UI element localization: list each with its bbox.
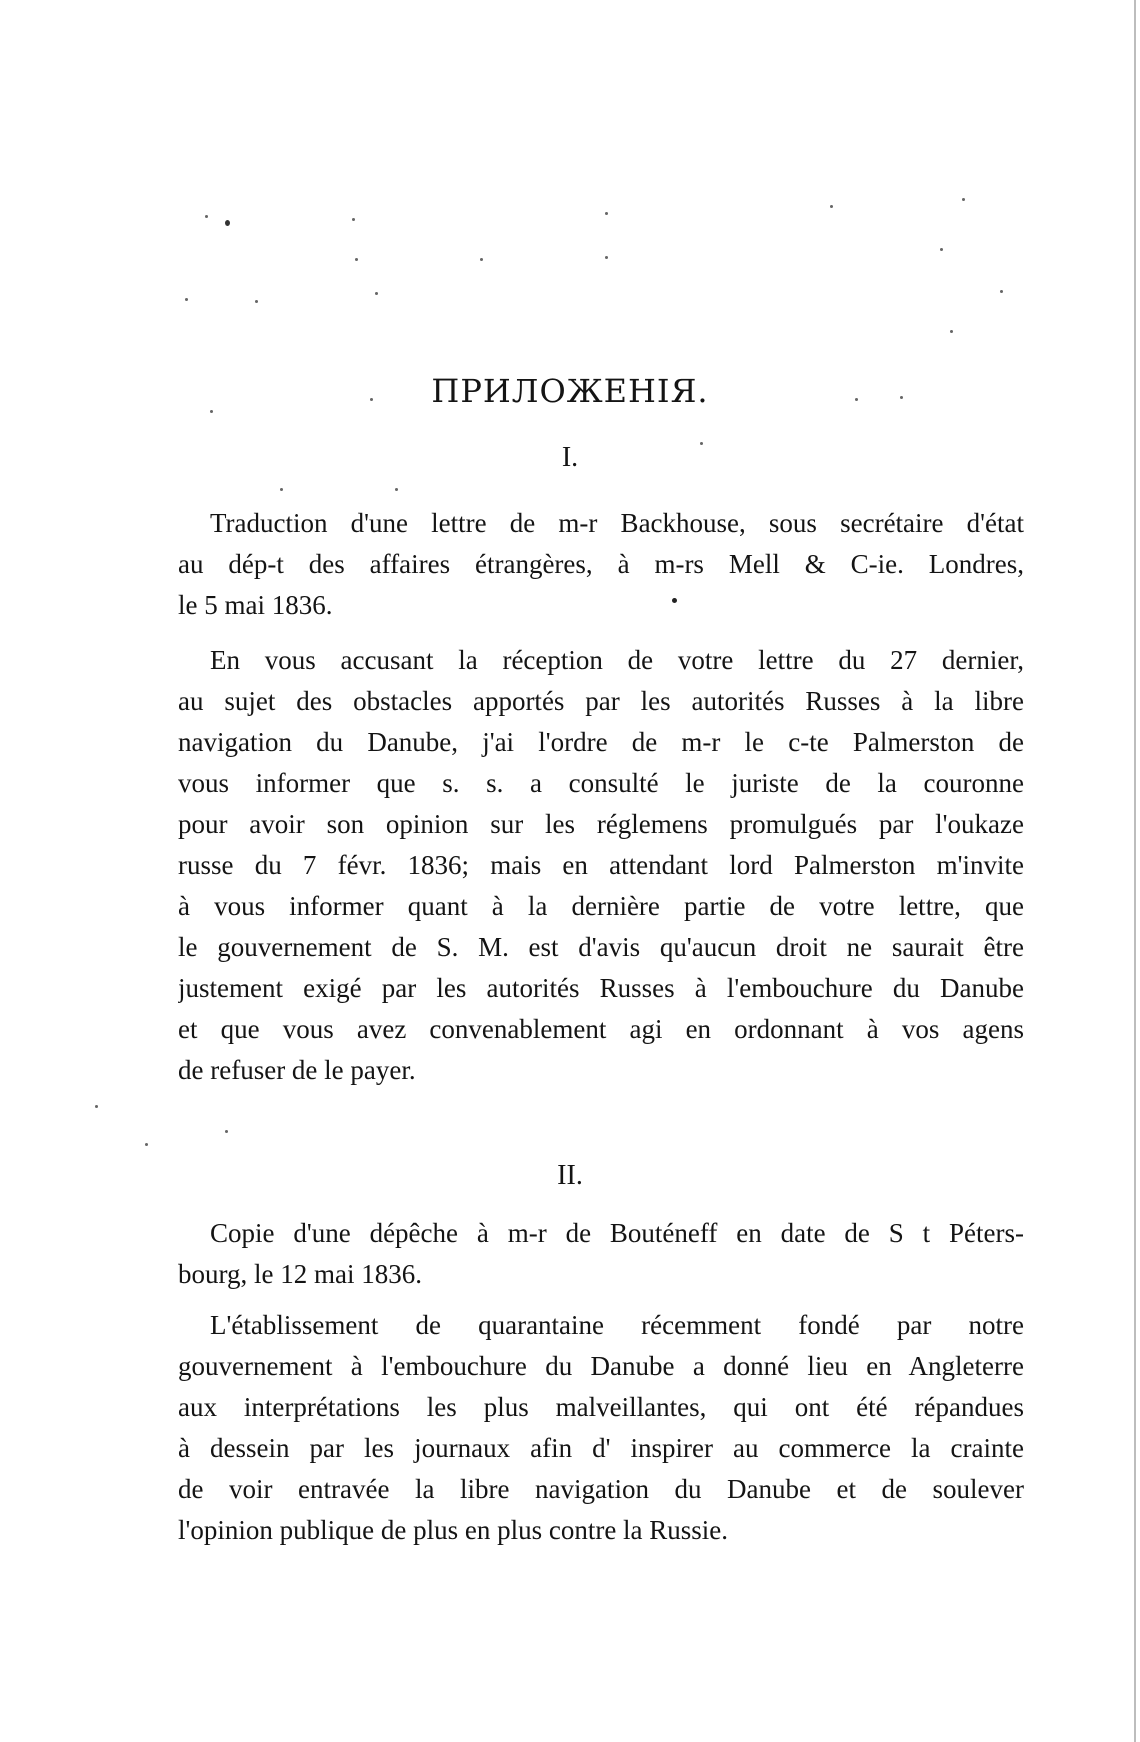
section-numeral: II. <box>557 1160 583 1191</box>
scan-speck <box>210 410 213 413</box>
scan-speck <box>830 205 833 208</box>
section-numeral: I. <box>561 442 579 473</box>
section-body <box>178 640 1024 1091</box>
body-line: de voir entravée la libre navigation du Danube et de soulever <box>178 1474 1024 1504</box>
heading-line: Traduction d'une lettre de m-r Backhouse, sous secrétaire d'état <box>210 508 1024 538</box>
scan-speck <box>940 248 943 251</box>
body-line: pour avoir son opinion sur les réglemens promulgués par l'oukaze <box>178 809 1024 839</box>
body-line: l'opinion publique de plus en plus contre la Russie. <box>178 1515 729 1545</box>
scan-speck <box>1000 290 1003 293</box>
section-heading <box>178 503 1024 626</box>
body-line: russe du 7 févr. 1836; mais en attendant lord Palmerston m'invite <box>178 850 1024 880</box>
scan-speck <box>605 212 608 215</box>
body-line: aux interprétations les plus malveillantes, qui ont été répandues <box>178 1392 1024 1422</box>
body-line: navigation du Danube, j'ai l'ordre de m-r le c-te Palmerston de <box>178 727 1024 757</box>
body-line: à vous informer quant à la dernière partie de votre lettre, que <box>178 891 1024 921</box>
scan-speck <box>225 220 230 226</box>
scan-speck <box>145 1143 148 1146</box>
body-line: à dessein par les journaux afin d' inspirer au commerce la crainte <box>178 1433 1024 1463</box>
scan-speck <box>280 488 283 491</box>
scan-speck <box>185 298 188 301</box>
scan-speck <box>395 488 398 491</box>
scan-speck <box>255 300 258 303</box>
page-title: ПРИЛОЖЕНIЯ. <box>431 372 709 410</box>
scan-speck <box>950 330 953 333</box>
scan-speck <box>375 292 378 295</box>
heading-line: Copie d'une dépêche à m-r de Bouténeff en date de S t Péters- <box>210 1218 1024 1248</box>
body-line: justement exigé par les autorités Russes à l'embouchure du Danube <box>178 973 1024 1003</box>
heading-line: au dép-t des affaires étrangères, à m-rs Mell & C-ie. Londres, <box>178 549 1024 579</box>
body-line: vous informer que s. s. a consulté le juriste de la couronne <box>178 768 1024 798</box>
body-line: gouvernement à l'embouchure du Danube a donné lieu en Angleterre <box>178 1351 1024 1381</box>
heading-line: bourg, le 12 mai 1836. <box>178 1259 422 1289</box>
section-heading <box>178 1213 1024 1295</box>
section-body <box>178 1305 1024 1551</box>
scan-speck <box>355 258 358 261</box>
scan-speck <box>962 198 965 201</box>
body-line: le gouvernement de S. M. est d'avis qu'aucun droit ne saurait être <box>178 932 1024 962</box>
body-line: de refuser de le payer. <box>178 1055 416 1085</box>
scan-speck <box>352 218 355 221</box>
body-line: au sujet des obstacles apportés par les autorités Russes à la libre <box>178 686 1024 716</box>
scan-edge-line <box>1134 0 1136 1742</box>
body-line: et que vous avez convenablement agi en ordonnant à vos agens <box>178 1014 1024 1044</box>
scan-speck <box>205 215 208 218</box>
scan-speck <box>605 256 608 259</box>
scan-speck <box>480 258 483 261</box>
scan-speck <box>95 1105 98 1108</box>
scan-speck <box>225 1130 228 1133</box>
body-line: En vous accusant la réception de votre lettre du 27 dernier, <box>210 645 1024 675</box>
body-line: L'établissement de quarantaine récemment fondé par notre <box>210 1310 1024 1340</box>
heading-line: le 5 mai 1836. <box>178 590 333 620</box>
